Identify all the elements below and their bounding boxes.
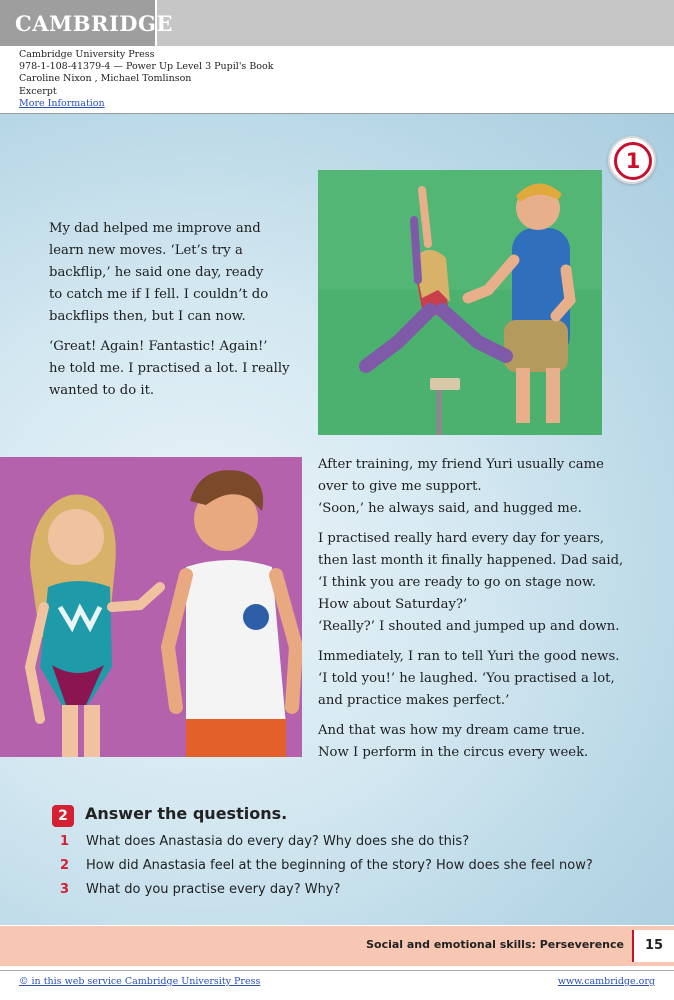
story-block-1 <box>49 218 290 410</box>
story-line: ‘I told you!’ he laughed. ‘You practised a lot, <box>318 671 615 686</box>
question-item <box>60 882 340 897</box>
story-line: I practised really hard every day for years, <box>318 531 605 546</box>
divider <box>0 970 674 971</box>
story-line: How about Saturday?’ <box>318 597 468 612</box>
more-information-link[interactable]: More Information <box>19 97 105 109</box>
authors: Caroline Nixon , Michael Tomlinson <box>19 73 192 85</box>
story-line: After training, my friend Yuri usually came <box>318 457 604 472</box>
isbn-title: 978-1-108-41379-4 — Power Up Level 3 Pupil's Book <box>19 61 274 73</box>
page-footer-band <box>0 926 674 966</box>
story-line: ‘Really?’ I shouted and jumped up and down. <box>318 619 620 634</box>
book-page <box>0 114 674 925</box>
exercise-number-badge: 2 <box>52 805 74 827</box>
cambridge-logo: CAMBRIDGE <box>15 11 173 36</box>
story-line: ‘I think you are ready to go on stage now. <box>318 575 596 590</box>
question-text: What do you practise every day? Why? <box>86 882 341 897</box>
story-paragraph <box>49 336 290 402</box>
story-paragraph <box>318 528 623 638</box>
website-link[interactable]: www.cambridge.org <box>557 976 655 987</box>
story-paragraph <box>49 218 290 328</box>
illustration-1-graphic <box>318 170 602 435</box>
story-line: backflips then, but I can now. <box>49 309 246 324</box>
gymnast-and-friend-illustration <box>0 457 302 757</box>
question-number: 2 <box>60 858 70 873</box>
story-line: backflip,’ he said one day, ready <box>49 265 264 280</box>
story-line: to catch me if I fell. I couldn’t do <box>49 287 269 302</box>
publisher: Cambridge University Press <box>19 49 155 60</box>
question-number: 1 <box>60 834 70 849</box>
question-text: How did Anastasia feel at the beginning of the story? How does she feel now? <box>86 858 593 873</box>
badge-number: 1 <box>614 142 652 180</box>
story-paragraph <box>318 646 623 712</box>
story-line: learn new moves. ‘Let’s try a <box>49 243 243 258</box>
girl-balancing-on-beam-illustration <box>318 170 602 435</box>
page-number-box <box>632 930 674 962</box>
logo-box <box>0 0 173 46</box>
story-line: he told me. I practised a lot. I really <box>49 361 290 376</box>
question-item <box>60 834 469 849</box>
story-paragraph <box>318 454 623 520</box>
story-line: ‘Soon,’ he always said, and hugged me. <box>318 501 582 516</box>
story-line: wanted to do it. <box>49 383 155 398</box>
exercise-title: Answer the questions. <box>85 804 288 823</box>
copyright-link[interactable]: © in this web service Cambridge University Press <box>19 976 261 987</box>
story-line: ‘Great! Again! Fantastic! Again!’ <box>49 339 268 354</box>
book-metadata <box>19 49 274 110</box>
story-line: then last month it finally happened. Dad said, <box>318 553 624 568</box>
story-paragraph <box>318 720 623 764</box>
question-text: What does Anastasia do every day? Why does she do this? <box>86 834 470 849</box>
footer-topic: Social and emotional skills: Perseverence <box>366 938 624 951</box>
page-section-badge <box>608 136 656 184</box>
story-line: My dad helped me improve and <box>49 221 261 236</box>
story-line: over to give me support. <box>318 479 482 494</box>
header-bar <box>0 0 674 46</box>
illustration-2-graphic <box>0 457 302 757</box>
story-line: And that was how my dream came true. <box>318 723 585 738</box>
excerpt-label: Excerpt <box>19 85 57 97</box>
story-line: Now I perform in the circus every week. <box>318 745 589 760</box>
story-block-2 <box>318 454 623 772</box>
question-item <box>60 858 593 873</box>
story-line: and practice makes perfect.’ <box>318 693 510 708</box>
story-line: Immediately, I ran to tell Yuri the good news. <box>318 649 620 664</box>
page-number: 15 <box>644 938 664 953</box>
question-number: 3 <box>60 882 70 897</box>
